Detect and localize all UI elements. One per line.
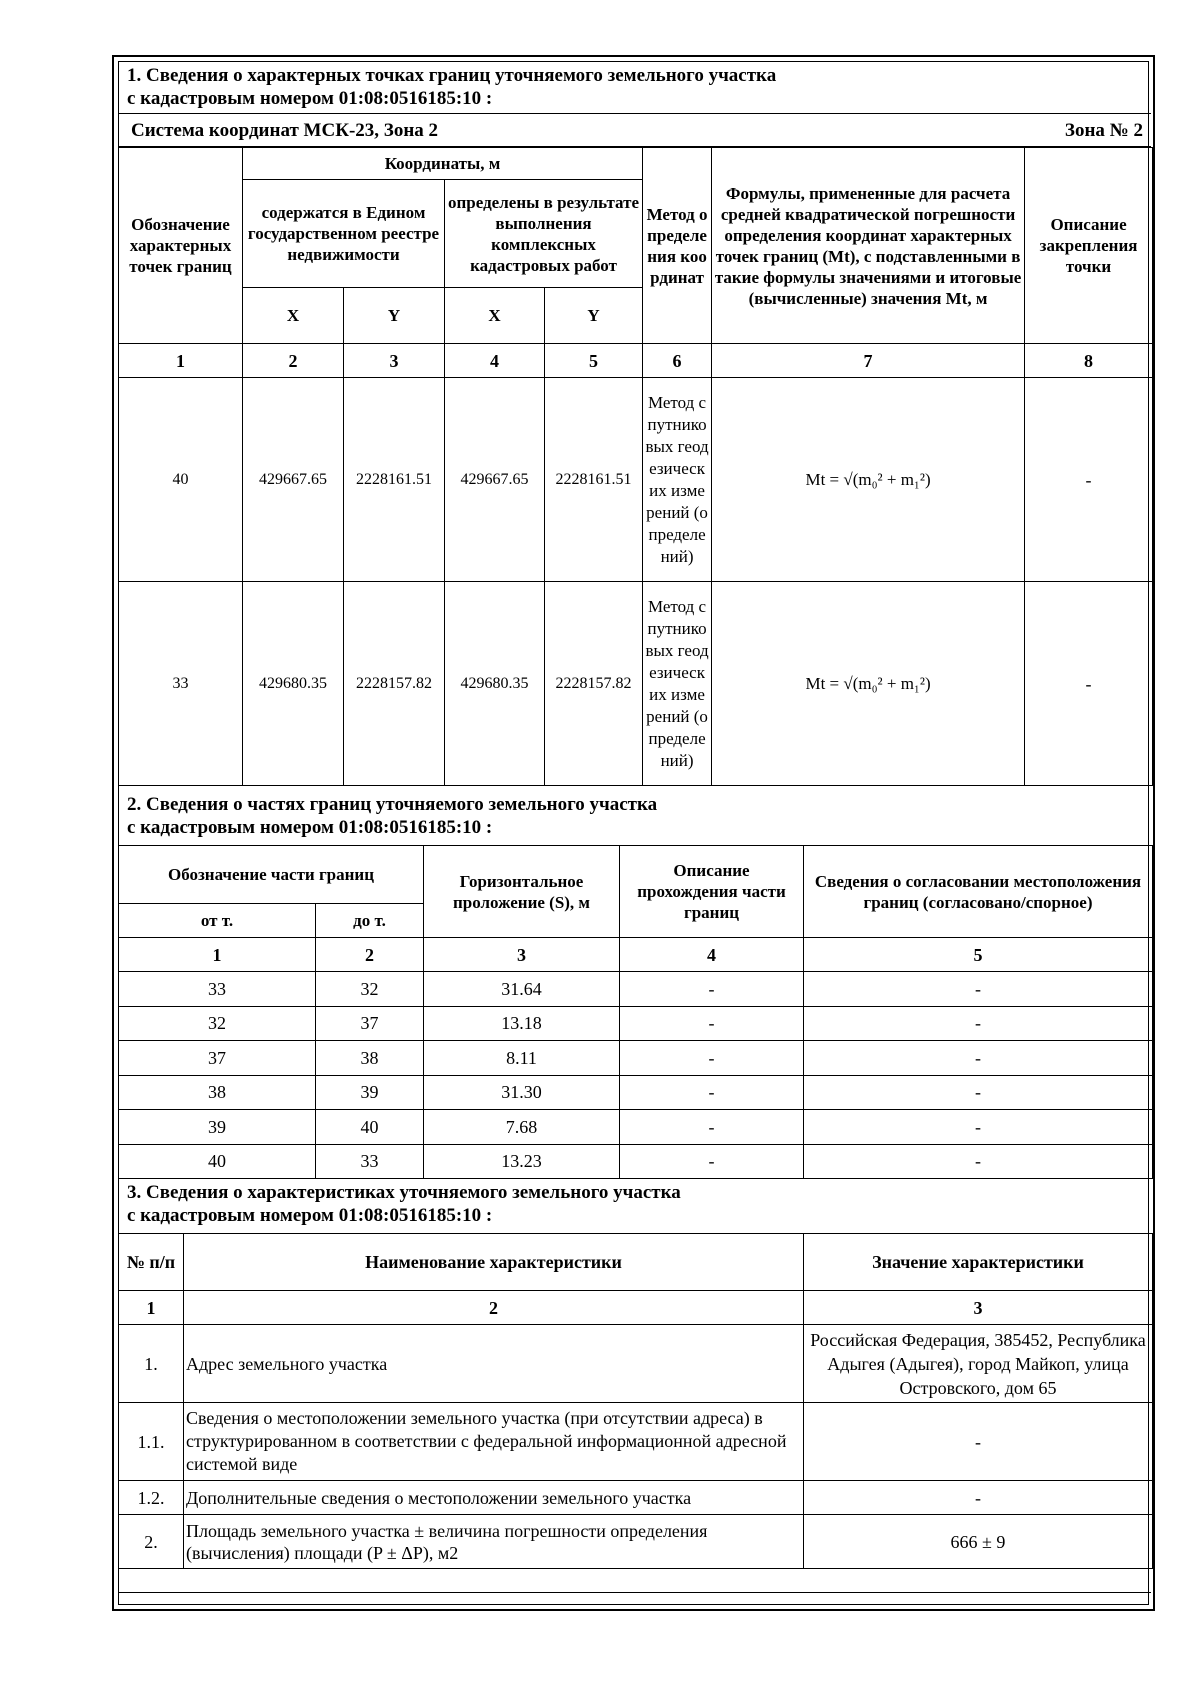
bottom-rule bbox=[119, 1592, 1151, 1593]
x-determined: 429680.35 bbox=[445, 582, 545, 786]
characteristic-num: 1.1. bbox=[119, 1403, 184, 1481]
distance-value: 13.23 bbox=[424, 1144, 620, 1179]
distance-value: 8.11 bbox=[424, 1041, 620, 1076]
header-value: Значение характеристики bbox=[804, 1234, 1153, 1291]
header-distance: Горизонтальное проложение (S), м bbox=[424, 846, 620, 938]
col-number: 3 bbox=[804, 1291, 1153, 1325]
from-point: 38 bbox=[119, 1075, 316, 1110]
from-point: 37 bbox=[119, 1041, 316, 1076]
to-point: 33 bbox=[316, 1144, 424, 1179]
header-method: Метод определения координат bbox=[643, 148, 712, 344]
coord-system-label: Система координат МСК-23, Зона 2 bbox=[131, 120, 439, 141]
table-row bbox=[119, 1515, 1153, 1569]
characteristic-value: - bbox=[804, 1403, 1153, 1481]
header-part-description: Описание прохождения части границ bbox=[620, 846, 804, 938]
from-point: 39 bbox=[119, 1110, 316, 1145]
part-description: - bbox=[620, 1110, 804, 1145]
table-row bbox=[119, 1041, 1153, 1076]
section1-title-line2: с кадастровым номером 01:08:0516185:10 : bbox=[127, 88, 493, 109]
characteristic-num: 1. bbox=[119, 1325, 184, 1403]
table-row bbox=[119, 1144, 1153, 1179]
characteristic-num: 1.2. bbox=[119, 1481, 184, 1515]
characteristic-name: Сведения о местоположении земельного участка (при отсутствии адреса) в структурированном в соответствии с федеральной информационной адресной системой виде bbox=[184, 1403, 804, 1481]
header-part: Обозначение части границ bbox=[119, 846, 424, 904]
header-x2: X bbox=[445, 288, 545, 344]
characteristic-name: Дополнительные сведения о местоположении земельного участка bbox=[184, 1481, 804, 1515]
section1-title-line1: 1. Сведения о характерных точках границ уточняемого земельного участка bbox=[127, 65, 777, 86]
y-determined: 2228161.51 bbox=[545, 378, 643, 582]
agreement-value: - bbox=[804, 1006, 1153, 1041]
header-y2: Y bbox=[545, 288, 643, 344]
table-row bbox=[119, 1006, 1153, 1041]
col-number: 7 bbox=[712, 344, 1025, 378]
page-inner-frame bbox=[118, 61, 1149, 1605]
section3-title-line1: 3. Сведения о характеристиках уточняемого земельного участка bbox=[127, 1182, 681, 1203]
part-description: - bbox=[620, 1041, 804, 1076]
header-point-designation: Обозначение характерных точек границ bbox=[119, 148, 243, 344]
section2-title-block bbox=[119, 789, 1151, 845]
section1-table bbox=[118, 147, 1153, 786]
characteristic-name: Площадь земельного участка ± величина погрешности определения (вычисления) площади (P ± ΔP), м2 bbox=[184, 1515, 804, 1569]
method-text: Метод спутниковых геодезических измерений (определений) bbox=[643, 582, 712, 786]
header-x1: X bbox=[243, 288, 344, 344]
col-number: 1 bbox=[119, 938, 316, 972]
col-number: 1 bbox=[119, 344, 243, 378]
to-point: 38 bbox=[316, 1041, 424, 1076]
x-egrn: 429680.35 bbox=[243, 582, 344, 786]
from-point: 33 bbox=[119, 972, 316, 1007]
table-row bbox=[119, 582, 1153, 786]
section3-table bbox=[118, 1233, 1153, 1569]
zone-label: Зона № 2 bbox=[1064, 120, 1143, 141]
characteristic-value: - bbox=[804, 1481, 1153, 1515]
part-description: - bbox=[620, 1144, 804, 1179]
col-number: 4 bbox=[620, 938, 804, 972]
to-point: 40 bbox=[316, 1110, 424, 1145]
coord-system-bar bbox=[119, 114, 1151, 147]
table-row bbox=[119, 972, 1153, 1007]
header-y1: Y bbox=[344, 288, 445, 344]
section1-title-block bbox=[119, 62, 1151, 114]
header-determined: определены в результате выполнения комплексных кадастровых работ bbox=[445, 180, 643, 288]
method-text: Метод спутниковых геодезических измерений (определений) bbox=[643, 378, 712, 582]
col-number: 5 bbox=[804, 938, 1153, 972]
x-determined: 429667.65 bbox=[445, 378, 545, 582]
distance-value: 13.18 bbox=[424, 1006, 620, 1041]
characteristic-value: 666 ± 9 bbox=[804, 1515, 1153, 1569]
header-agreement: Сведения о согласовании местоположения границ (согласовано/спорное) bbox=[804, 846, 1153, 938]
distance-value: 31.30 bbox=[424, 1075, 620, 1110]
x-egrn: 429667.65 bbox=[243, 378, 344, 582]
table-row bbox=[119, 1481, 1153, 1515]
header-formulas: Формулы, примененные для расчета средней квадратической погрешности определения координат характерных точек границ (Mt), с подставленными в такие формулы значениями и итоговые (вычисленные) значения Mt, м bbox=[712, 148, 1025, 344]
section3-title-block bbox=[119, 1177, 1151, 1233]
col-number: 2 bbox=[316, 938, 424, 972]
part-description: - bbox=[620, 1006, 804, 1041]
description-text: - bbox=[1025, 378, 1153, 582]
description-text: - bbox=[1025, 582, 1153, 786]
header-in-egrn: содержатся в Едином государственном реестре недвижимости bbox=[243, 180, 445, 288]
header-to: до т. bbox=[316, 904, 424, 938]
section2-title-line1: 2. Сведения о частях границ уточняемого земельного участка bbox=[127, 794, 658, 815]
header-description: Описание закрепления точки bbox=[1025, 148, 1153, 344]
header-from: от т. bbox=[119, 904, 316, 938]
table-row bbox=[119, 1075, 1153, 1110]
agreement-value: - bbox=[804, 1075, 1153, 1110]
col-number: 1 bbox=[119, 1291, 184, 1325]
col-number: 3 bbox=[424, 938, 620, 972]
agreement-value: - bbox=[804, 972, 1153, 1007]
part-description: - bbox=[620, 972, 804, 1007]
section3-table-wrap bbox=[118, 1233, 1152, 1569]
to-point: 37 bbox=[316, 1006, 424, 1041]
agreement-value: - bbox=[804, 1041, 1153, 1076]
from-point: 40 bbox=[119, 1144, 316, 1179]
col-number: 5 bbox=[545, 344, 643, 378]
section2-table-wrap bbox=[118, 845, 1152, 1179]
col-number: 2 bbox=[184, 1291, 804, 1325]
agreement-value: - bbox=[804, 1144, 1153, 1179]
table-row bbox=[119, 1110, 1153, 1145]
header-name: Наименование характеристики bbox=[184, 1234, 804, 1291]
from-point: 32 bbox=[119, 1006, 316, 1041]
section2-title-line2: с кадастровым номером 01:08:0516185:10 : bbox=[127, 817, 493, 838]
header-num: № п/п bbox=[119, 1234, 184, 1291]
y-egrn: 2228161.51 bbox=[344, 378, 445, 582]
section2-table bbox=[118, 845, 1153, 1179]
characteristic-num: 2. bbox=[119, 1515, 184, 1569]
y-determined: 2228157.82 bbox=[545, 582, 643, 786]
point-id: 33 bbox=[119, 582, 243, 786]
col-number: 6 bbox=[643, 344, 712, 378]
part-description: - bbox=[620, 1075, 804, 1110]
col-number: 3 bbox=[344, 344, 445, 378]
characteristic-name: Адрес земельного участка bbox=[184, 1325, 804, 1403]
y-egrn: 2228157.82 bbox=[344, 582, 445, 786]
agreement-value: - bbox=[804, 1110, 1153, 1145]
formula-text: Mt = √(m₀² + m₁²) bbox=[712, 582, 1025, 786]
col-number: 2 bbox=[243, 344, 344, 378]
point-id: 40 bbox=[119, 378, 243, 582]
section3-title-line2: с кадастровым номером 01:08:0516185:10 : bbox=[127, 1205, 493, 1226]
to-point: 32 bbox=[316, 972, 424, 1007]
col-number: 8 bbox=[1025, 344, 1153, 378]
to-point: 39 bbox=[316, 1075, 424, 1110]
table-row bbox=[119, 1403, 1153, 1481]
section1-table-wrap bbox=[118, 147, 1152, 786]
characteristic-value: Российская Федерация, 385452, Республика Адыгея (Адыгея), город Майкоп, улица Островского, дом 65 bbox=[804, 1325, 1153, 1403]
page-frame bbox=[112, 55, 1155, 1611]
table-row bbox=[119, 1325, 1153, 1403]
header-coordinates: Координаты, м bbox=[243, 148, 643, 180]
distance-value: 31.64 bbox=[424, 972, 620, 1007]
col-number: 4 bbox=[445, 344, 545, 378]
table-row bbox=[119, 378, 1153, 582]
distance-value: 7.68 bbox=[424, 1110, 620, 1145]
formula-text: Mt = √(m₀² + m₁²) bbox=[712, 378, 1025, 582]
